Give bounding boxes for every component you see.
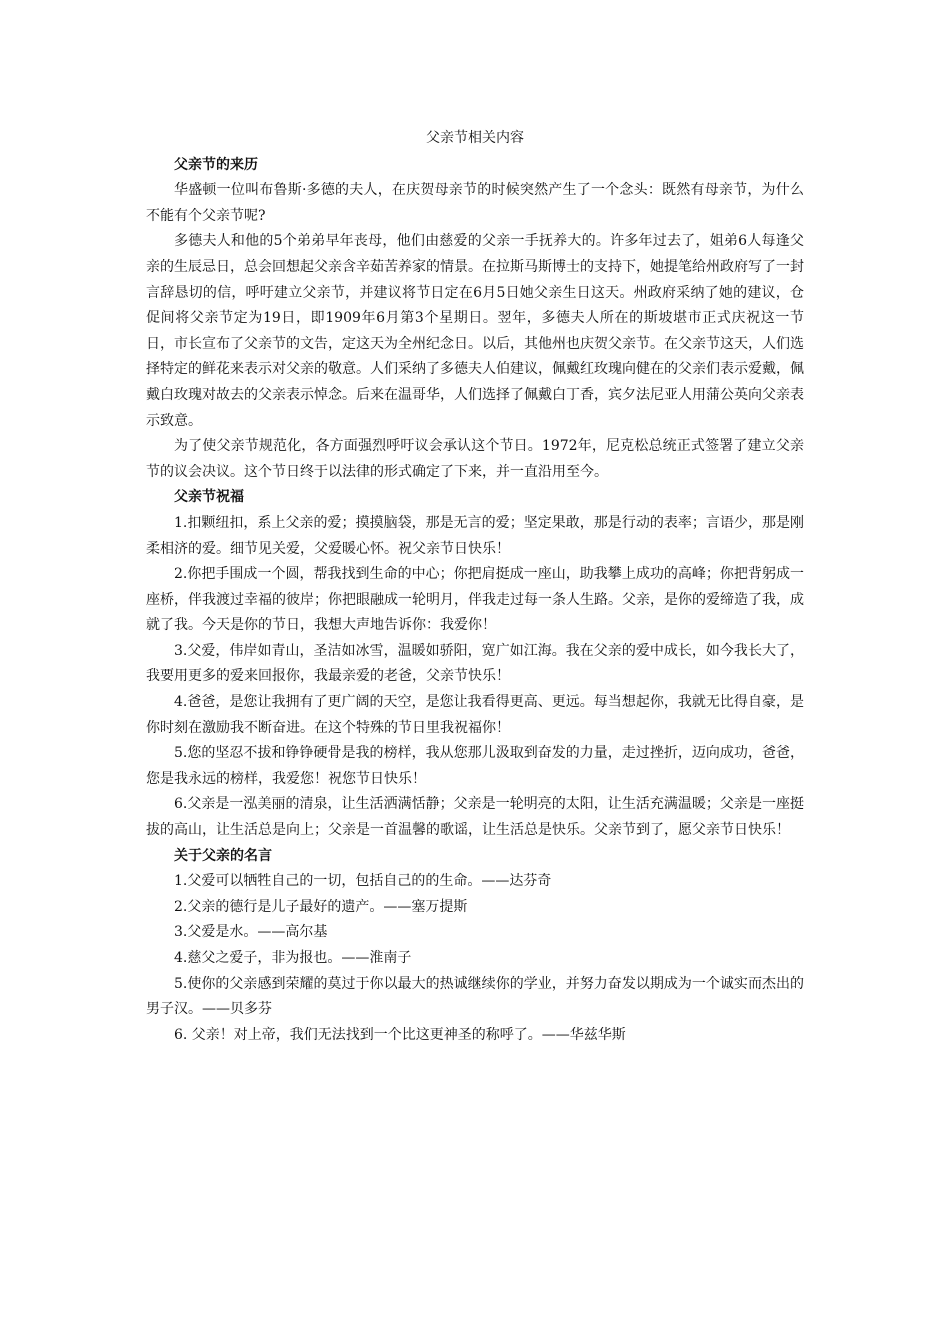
- blessing-item: 1.扣颗纽扣，系上父亲的爱；摸摸脑袋，那是无言的爱；坚定果敢，那是行动的表率；言语少，那是刚柔相济的爱。细节见关爱，父爱暖心怀。祝父亲节日快乐！: [146, 514, 804, 557]
- blessing-item: 4.爸爸，是您让我拥有了更广阔的天空，是您让我看得更高、更远。每当想起你，我就无比得自豪，是你时刻在激励我不断奋进。在这个特殊的节日里我祝福你！: [146, 694, 804, 736]
- quote-item: 3.父爱是水。——高尔基: [174, 924, 328, 941]
- origin-paragraph: 为了使父亲节规范化，各方面强烈呼吁议会承认这个节日。1972年，尼克松总统正式签署了建立父亲节的议会决议。这个节日终于以法律的形式确定了下来，并一直沿用至今。: [146, 438, 804, 480]
- quote-item: 4.慈父之爱子，非为报也。——淮南子: [174, 950, 412, 966]
- document-page: [146, 126, 804, 1048]
- quote-item: 2.父亲的德行是儿子最好的遗产。——塞万提斯: [174, 898, 468, 915]
- blessing-item: 3.父爱，伟岸如青山，圣洁如冰雪，温暖如骄阳，宽广如江海。我在父亲的爱中成长，如今我长大了，我要用更多的爱来回报你，我最亲爱的老爸，父亲节快乐！: [146, 642, 804, 685]
- quote-item: 5.使你的父亲感到荣耀的莫过于你以最大的热诚继续你的学业，并努力奋发以期成为一个诚实而杰出的男子汉。——贝多芬: [146, 975, 804, 1018]
- origin-paragraph: 多德夫人和他的5个弟弟早年丧母，他们由慈爱的父亲一手抚养大的。许多年过去了，姐弟6人每逢父亲的生辰忌日，总会回想起父亲含辛茹苦养家的情景。在拉斯马斯博士的支持下，她提笔给州政府写了一封言辞恳切的信，呼吁建立父亲节，并建议将节日定在6月5日她父亲生日这天。州政府采纳了她的建议，仓促间将父亲节定为19日，即1909年6月第3个星期日。翌年，多德夫人所在的斯坡堪市正式庆祝这一节日，市长宣布了父亲节的文告，定这天为全州纪念日。以后，其他州也庆贺父亲节。在父亲节这天，人们选择特定的鲜花来表示对父亲的敬意。人们采纳了多德夫人伯建议，佩戴红玫瑰向健在的父亲们表示爱戴，佩戴白玫瑰对故去的父亲表示悼念。后来在温哥华，人们选择了佩戴白丁香，宾夕法尼亚人用蒲公英向父亲表示致意。: [146, 233, 804, 429]
- section-heading-blessings: 父亲节祝福: [174, 489, 244, 506]
- blessing-item: 5.您的坚忍不拔和铮铮硬骨是我的榜样，我从您那儿汲取到奋发的力量，走过挫折，迈向成功，爸爸，您是我永远的榜样，我爱您！祝您节日快乐！: [146, 745, 804, 787]
- quote-item: 6. 父亲！对上帝，我们无法找到一个比这更神圣的称呼了。——华兹华斯: [174, 1026, 626, 1043]
- section-heading-quotes: 关于父亲的名言: [174, 847, 272, 864]
- section-heading-origin: 父亲节的来历: [174, 156, 258, 173]
- document-title: 父亲节相关内容: [426, 130, 524, 146]
- blessing-item: 6.父亲是一泓美丽的清泉，让生活洒满恬静；父亲是一轮明亮的太阳，让生活充满温暖；父亲是一座挺拔的高山，让生活总是向上；父亲是一首温馨的歌谣，让生活总是快乐。父亲节到了，愿父亲节日快乐！: [146, 796, 804, 839]
- origin-paragraph: 华盛顿一位叫布鲁斯·多德的夫人，在庆贺母亲节的时候突然产生了一个念头：既然有母亲节，为什么不能有个父亲节呢?: [146, 182, 804, 224]
- blessing-item: 2.你把手围成一个圆，帮我找到生命的中心；你把肩挺成一座山，助我攀上成功的高峰；你把背躬成一座桥，伴我渡过幸福的彼岸；你把眼融成一轮明月，伴我走过每一条人生路。父亲，是你的爱缔造了我，成就了我。今天是你的节日，我想大声地告诉你：我爱你！: [146, 566, 804, 634]
- quote-item: 1.父爱可以牺牲自己的一切，包括自己的的生命。——达芬奇: [174, 873, 552, 890]
